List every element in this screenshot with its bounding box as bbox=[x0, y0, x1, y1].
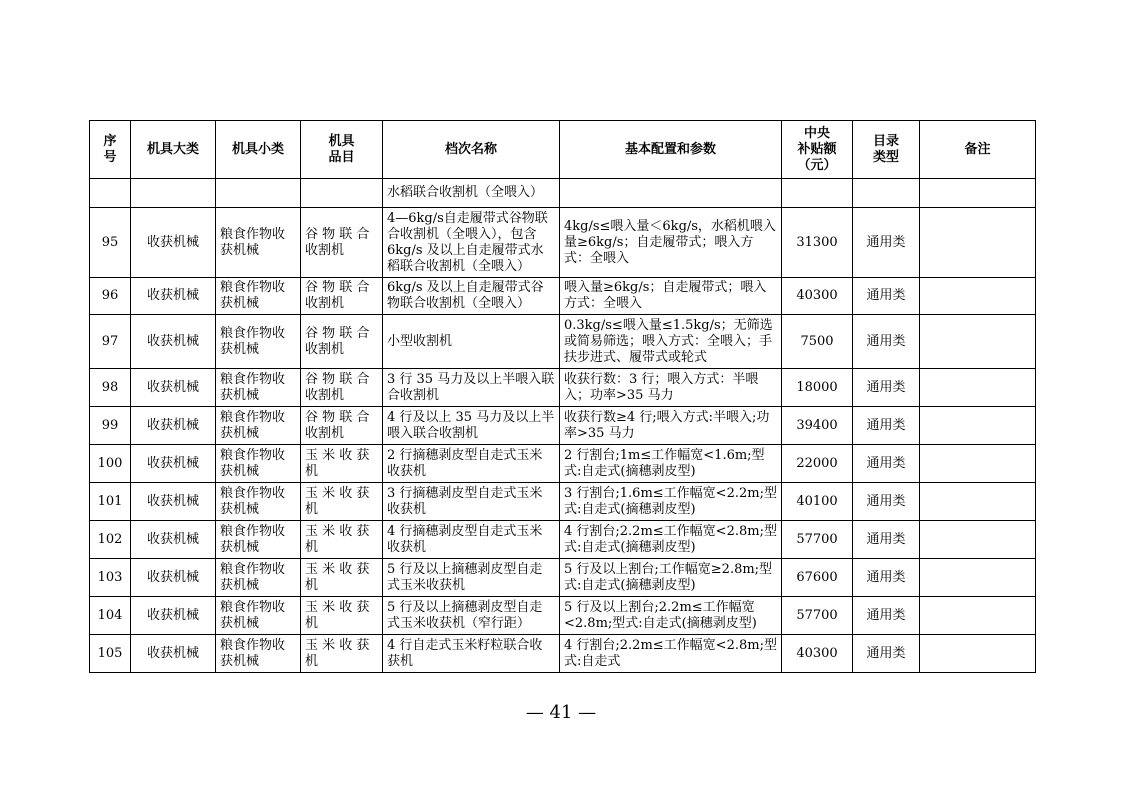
table-row bbox=[90, 369, 1036, 407]
cell-major-category: 收获机械 bbox=[131, 559, 216, 597]
cell-config: 4 行割台;2.2m≤工作幅宽<2.8m;型式:自走式(摘穗剥皮型) bbox=[560, 521, 782, 559]
cell-item: 玉 米 收 获机 bbox=[301, 521, 383, 559]
header-minor-category: 机具小类 bbox=[216, 121, 301, 179]
cell-config: 5 行及以上割台;2.2m≤工作幅宽<2.8m;型式:自走式(摘穗剥皮型) bbox=[560, 597, 782, 635]
cell-subsidy: 40300 bbox=[782, 278, 853, 315]
cell-minor-category: 粮食作物收获机械 bbox=[216, 483, 301, 521]
table-row bbox=[90, 315, 1036, 369]
cell-major-category: 收获机械 bbox=[131, 597, 216, 635]
header-grade-name: 档次名称 bbox=[383, 121, 560, 179]
cell-grade-name: 5 行及以上摘穗剥皮型自走式玉米收获机（窄行距） bbox=[383, 597, 560, 635]
cell-empty bbox=[853, 179, 920, 208]
cell-catalog-type: 通用类 bbox=[853, 521, 920, 559]
cell-minor-category: 粮食作物收获机械 bbox=[216, 635, 301, 673]
cell-item: 玉 米 收 获机 bbox=[301, 483, 383, 521]
cell-catalog-type: 通用类 bbox=[853, 445, 920, 483]
cell-note bbox=[920, 407, 1036, 445]
cell-item: 玉 米 收 获机 bbox=[301, 597, 383, 635]
header-catalog-type: 目录 类型 bbox=[853, 121, 920, 179]
cell-empty bbox=[920, 179, 1036, 208]
continuation-row bbox=[90, 179, 1036, 208]
cell-note bbox=[920, 521, 1036, 559]
cell-config: 5 行及以上割台;工作幅宽≥2.8m;型式:自走式(摘穗剥皮型) bbox=[560, 559, 782, 597]
cell-grade-name: 2 行摘穗剥皮型自走式玉米收获机 bbox=[383, 445, 560, 483]
cell-major-category: 收获机械 bbox=[131, 407, 216, 445]
cell-seq: 98 bbox=[90, 369, 131, 407]
cell-minor-category: 粮食作物收获机械 bbox=[216, 521, 301, 559]
cell-item: 玉 米 收 获机 bbox=[301, 559, 383, 597]
cell-config: 收获行数：3 行；喂入方式：半喂入；功率>35 马力 bbox=[560, 369, 782, 407]
cell-config: 3 行割台;1.6m≤工作幅宽<2.2m;型式:自走式(摘穗剥皮型) bbox=[560, 483, 782, 521]
cell-grade-name: 6kg/s 及以上自走履带式谷物联合收割机（全喂入） bbox=[383, 278, 560, 315]
cell-config: 2 行割台;1m≤工作幅宽<1.6m;型式:自走式(摘穗剥皮型) bbox=[560, 445, 782, 483]
cell-empty bbox=[301, 179, 383, 208]
cell-major-category: 收获机械 bbox=[131, 315, 216, 369]
subsidy-table bbox=[89, 120, 1036, 673]
cell-major-category: 收获机械 bbox=[131, 521, 216, 559]
header-note: 备注 bbox=[920, 121, 1036, 179]
cell-major-category: 收获机械 bbox=[131, 445, 216, 483]
cell-subsidy: 22000 bbox=[782, 445, 853, 483]
table-row bbox=[90, 635, 1036, 673]
cell-note bbox=[920, 445, 1036, 483]
cell-catalog-type: 通用类 bbox=[853, 559, 920, 597]
cell-item: 谷 物 联 合收割机 bbox=[301, 407, 383, 445]
cell-minor-category: 粮食作物收获机械 bbox=[216, 559, 301, 597]
cell-empty bbox=[216, 179, 301, 208]
cell-empty bbox=[560, 179, 782, 208]
cell-subsidy: 40300 bbox=[782, 635, 853, 673]
header-major-category: 机具大类 bbox=[131, 121, 216, 179]
header-subsidy: 中央 补贴额 （元） bbox=[782, 121, 853, 179]
cell-major-category: 收获机械 bbox=[131, 369, 216, 407]
cell-grade-name: 4 行及以上 35 马力及以上半喂入联合收割机 bbox=[383, 407, 560, 445]
cell-note bbox=[920, 559, 1036, 597]
cell-note bbox=[920, 369, 1036, 407]
cell-minor-category: 粮食作物收获机械 bbox=[216, 315, 301, 369]
header-config: 基本配置和参数 bbox=[560, 121, 782, 179]
cell-seq: 100 bbox=[90, 445, 131, 483]
cell-seq: 97 bbox=[90, 315, 131, 369]
cell-note bbox=[920, 597, 1036, 635]
cell-subsidy: 31300 bbox=[782, 208, 853, 278]
cell-catalog-type: 通用类 bbox=[853, 597, 920, 635]
cell-seq: 101 bbox=[90, 483, 131, 521]
header-row bbox=[90, 121, 1036, 179]
cell-empty bbox=[131, 179, 216, 208]
cell-subsidy: 57700 bbox=[782, 521, 853, 559]
cell-seq: 95 bbox=[90, 208, 131, 278]
cell-config: 收获行数≥4 行;喂入方式:半喂入;功率>35 马力 bbox=[560, 407, 782, 445]
cell-catalog-type: 通用类 bbox=[853, 407, 920, 445]
cell-catalog-type: 通用类 bbox=[853, 208, 920, 278]
cell-item: 玉 米 收 获机 bbox=[301, 445, 383, 483]
cell-grade-name: 3 行摘穗剥皮型自走式玉米收获机 bbox=[383, 483, 560, 521]
cell-config: 4 行割台;2.2m≤工作幅宽<2.8m;型式:自走式 bbox=[560, 635, 782, 673]
cell-seq: 104 bbox=[90, 597, 131, 635]
table-row bbox=[90, 521, 1036, 559]
cell-catalog-type: 通用类 bbox=[853, 369, 920, 407]
cell-minor-category: 粮食作物收获机械 bbox=[216, 208, 301, 278]
cell-subsidy: 7500 bbox=[782, 315, 853, 369]
cell-minor-category: 粮食作物收获机械 bbox=[216, 278, 301, 315]
cell-item: 谷 物 联 合收割机 bbox=[301, 369, 383, 407]
table-row bbox=[90, 445, 1036, 483]
cell-empty bbox=[90, 179, 131, 208]
cell-catalog-type: 通用类 bbox=[853, 278, 920, 315]
cell-minor-category: 粮食作物收获机械 bbox=[216, 369, 301, 407]
cell-minor-category: 粮食作物收获机械 bbox=[216, 597, 301, 635]
cell-minor-category: 粮食作物收获机械 bbox=[216, 445, 301, 483]
cell-note bbox=[920, 208, 1036, 278]
cell-subsidy: 39400 bbox=[782, 407, 853, 445]
cell-major-category: 收获机械 bbox=[131, 278, 216, 315]
cell-note bbox=[920, 315, 1036, 369]
table-row bbox=[90, 483, 1036, 521]
table-row bbox=[90, 208, 1036, 278]
cell-subsidy: 57700 bbox=[782, 597, 853, 635]
cell-subsidy: 40100 bbox=[782, 483, 853, 521]
table-row bbox=[90, 559, 1036, 597]
cell-catalog-type: 通用类 bbox=[853, 483, 920, 521]
cell-grade-name: 5 行及以上摘穗剥皮型自走式玉米收获机 bbox=[383, 559, 560, 597]
cell-catalog-type: 通用类 bbox=[853, 635, 920, 673]
cell-grade-name: 3 行 35 马力及以上半喂入联合收割机 bbox=[383, 369, 560, 407]
cell-note bbox=[920, 278, 1036, 315]
cell-catalog-type: 通用类 bbox=[853, 315, 920, 369]
cell-grade-name: 4—6kg/s自走履带式谷物联合收割机（全喂入），包含6kg/s 及以上自走履带式水稻联合收割机（全喂入） bbox=[383, 208, 560, 278]
cell-grade-name: 水稻联合收割机（全喂入） bbox=[383, 179, 560, 208]
cell-subsidy: 18000 bbox=[782, 369, 853, 407]
cell-item: 玉 米 收 获机 bbox=[301, 635, 383, 673]
cell-minor-category: 粮食作物收获机械 bbox=[216, 407, 301, 445]
cell-config: 0.3kg/s≤喂入量≤1.5kg/s；无筛选或简易筛选；喂入方式：全喂入；手扶步进式、履带式或轮式 bbox=[560, 315, 782, 369]
cell-major-category: 收获机械 bbox=[131, 635, 216, 673]
cell-subsidy: 67600 bbox=[782, 559, 853, 597]
cell-seq: 99 bbox=[90, 407, 131, 445]
table-row bbox=[90, 597, 1036, 635]
header-item: 机具 品目 bbox=[301, 121, 383, 179]
cell-seq: 105 bbox=[90, 635, 131, 673]
cell-item: 谷 物 联 合收割机 bbox=[301, 278, 383, 315]
table-row bbox=[90, 278, 1036, 315]
cell-config: 4kg/s≤喂入量＜6kg/s，水稻机喂入量≥6kg/s；自走履带式；喂入方式：全喂入 bbox=[560, 208, 782, 278]
table-row bbox=[90, 407, 1036, 445]
cell-config: 喂入量≥6kg/s；自走履带式；喂入方式：全喂入 bbox=[560, 278, 782, 315]
cell-seq: 102 bbox=[90, 521, 131, 559]
cell-grade-name: 小型收割机 bbox=[383, 315, 560, 369]
cell-grade-name: 4 行摘穗剥皮型自走式玉米收获机 bbox=[383, 521, 560, 559]
cell-major-category: 收获机械 bbox=[131, 483, 216, 521]
cell-note bbox=[920, 483, 1036, 521]
cell-note bbox=[920, 635, 1036, 673]
cell-seq: 96 bbox=[90, 278, 131, 315]
page-number: — 41 — bbox=[525, 702, 597, 723]
cell-empty bbox=[782, 179, 853, 208]
header-seq: 序 号 bbox=[90, 121, 131, 179]
cell-seq: 103 bbox=[90, 559, 131, 597]
cell-item: 谷 物 联 合收割机 bbox=[301, 315, 383, 369]
cell-major-category: 收获机械 bbox=[131, 208, 216, 278]
cell-item: 谷 物 联 合收割机 bbox=[301, 208, 383, 278]
cell-grade-name: 4 行自走式玉米籽粒联合收获机 bbox=[383, 635, 560, 673]
